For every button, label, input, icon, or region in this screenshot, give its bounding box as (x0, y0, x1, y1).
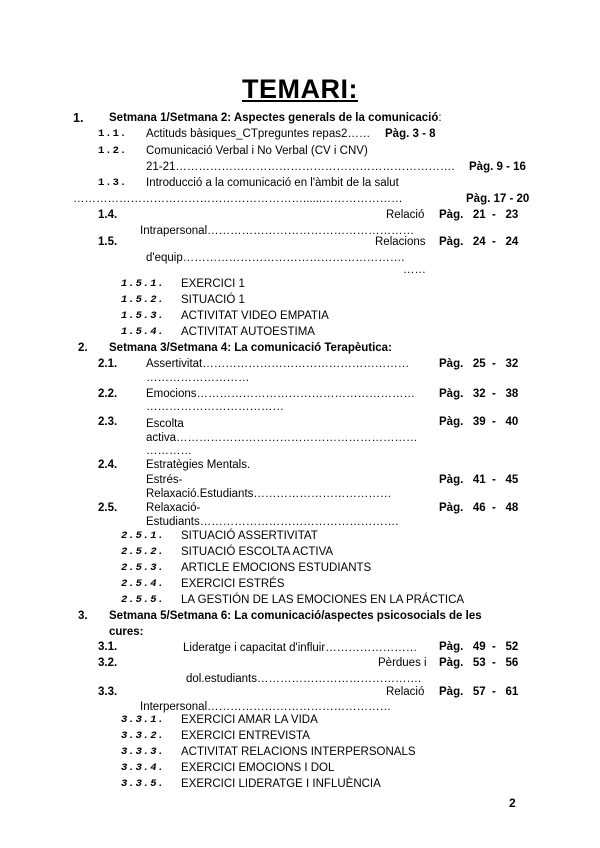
item-2-1-text: Assertivitat……………………………………………… (146, 358, 410, 370)
item-1-2-number: 1.2. (98, 145, 128, 157)
section-3-title: Setmana 5/Setmana 6: La comunicació/aspectes psicosocials de les (109, 610, 482, 622)
item-1-3-text: Introducció a la comunicació en l'àmbit de la salut (146, 177, 399, 189)
item-2-2-page: Pàg. 32 - 38 (439, 388, 519, 400)
item-2-4-text: Estratègies Mentals. (146, 459, 251, 471)
item-2-5-page: Pàg. 46 - 48 (439, 502, 519, 514)
sub-2-5-4-number: 2.5.4. (121, 578, 165, 590)
sub-3-3-1-number: 3.3.1. (121, 714, 165, 726)
item-1-1-number: 1.1. (98, 128, 128, 140)
item-3-3-cont: Interpersonal………………………………………… (140, 701, 392, 713)
sub-2-5-3-number: 2.5.3. (121, 562, 165, 574)
item-2-2-text: Emocions………………………………………………… (146, 388, 415, 400)
item-2-1-cont: ……………………… (146, 372, 250, 384)
sub-1-5-4-number: 1.5.4. (121, 326, 165, 338)
item-2-3-cont: activa……………………………………………………… (146, 432, 418, 444)
item-1-5-page: Pàg. 24 - 24 (439, 236, 519, 248)
item-2-1-number: 2.1. (98, 358, 118, 370)
sub-1-5-3-text: ACTIVITAT VIDEO EMPATIA (181, 310, 329, 322)
sub-2-5-4-text: EXERCICI ESTRÉS (181, 578, 285, 590)
sub-3-3-2-text: EXERCICI ENTREVISTA (181, 730, 310, 742)
item-1-4-text: Relació (386, 209, 425, 221)
item-3-1-text: Lideratge i capacitat d'influir…………………… (183, 642, 418, 654)
item-2-3-text: Escolta (146, 418, 184, 430)
item-3-2-text: Pèrdues i (378, 657, 427, 669)
sub-3-3-5-number: 3.3.5. (121, 778, 165, 790)
item-1-5-number: 1.5. (98, 236, 118, 248)
sub-3-3-3-text: ACTIVITAT RELACIONS INTERPERSONALS (181, 746, 416, 758)
item-3-2-page: Pàg. 53 - 56 (439, 657, 519, 669)
item-1-5-cont: d'equip…………………………………………………. (146, 252, 405, 264)
item-3-2-number: 3.2. (98, 657, 118, 669)
page-number: 2 (509, 796, 516, 810)
item-2-2-number: 2.2. (98, 388, 118, 400)
item-3-2-cont: dol.estudiants……………………………………. (186, 673, 422, 685)
sub-1-5-2-number: 1.5.2. (121, 294, 165, 306)
item-3-3-number: 3.3. (98, 686, 118, 698)
sub-1-5-3-number: 1.5.3. (121, 310, 165, 322)
item-2-2-cont: ……………………………… (146, 401, 284, 413)
sub-2-5-5-text: LA GESTIÓN DE LAS EMOCIONES EN LA PRÁCTICA (181, 594, 465, 606)
sub-2-5-2-text: SITUACIÓ ESCOLTA ACTIVA (181, 546, 334, 558)
item-2-3-cont2: ………… (146, 445, 192, 457)
section-1-title: Setmana 1/Setmana 2: Aspectes generals de la comunicació: (109, 112, 442, 124)
sub-1-5-1-text: EXERCICI 1 (181, 278, 245, 290)
item-3-3-page: Pàg. 57 - 61 (439, 686, 519, 698)
section-2-number: 2. (78, 342, 88, 354)
section-2-title: Setmana 3/Setmana 4: La comunicació Terapèutica: (109, 342, 392, 354)
sub-2-5-1-number: 2.5.1. (121, 530, 165, 542)
page-title: TEMARI: (242, 74, 358, 104)
item-1-1-page: Pàg. 3 - 8 (385, 128, 436, 140)
item-1-2-text: Comunicació Verbal i No Verbal (CV i CNV) (146, 145, 368, 157)
item-1-1-text: Actituds bàsiques_CTpreguntes repas2…… (146, 128, 371, 140)
sub-2-5-3-text: ARTICLE EMOCIONS ESTUDIANTS (181, 562, 372, 574)
item-2-4-page: Pàg. 41 - 45 (439, 474, 519, 486)
item-3-3-text: Relació (386, 686, 425, 698)
item-2-5-cont: Estudiants……………………………………………. (146, 516, 399, 528)
item-2-4-number: 2.4. (98, 459, 118, 471)
sub-1-5-4-text: ACTIVITAT AUTOESTIMA (181, 326, 315, 338)
item-2-3-page: Pàg. 39 - 40 (439, 416, 519, 428)
sub-3-3-2-number: 3.3.2. (121, 730, 165, 742)
item-1-4-page: Pàg. 21 - 23 (439, 209, 519, 221)
sub-3-3-4-text: EXERCICI EMOCIONS I DOL (181, 762, 335, 774)
sub-2-5-1-text: SITUACIÓ ASSERTIVITAT (181, 530, 318, 542)
sub-3-3-5-text: EXERCICI LIDERATGE I INFLUÈNCIA (181, 778, 381, 790)
sub-2-5-5-number: 2.5.5. (121, 594, 165, 606)
item-1-3-page: Pàg. 17 - 20 (466, 193, 530, 205)
sub-3-3-3-number: 3.3.3. (121, 746, 165, 758)
item-3-1-number: 3.1. (98, 641, 118, 653)
item-1-4-cont: Intrapersonal……………………………………………… (140, 225, 415, 237)
item-2-4-cont2: Relaxació.Estudiants……………………………… (146, 488, 392, 500)
item-1-5-text: Relacions (375, 236, 426, 248)
sub-1-5-1-number: 1.5.1. (121, 278, 165, 290)
sub-1-5-2-text: SITUACIÓ 1 (181, 294, 245, 306)
sub-3-3-4-number: 3.3.4. (121, 762, 165, 774)
item-3-1-page: Pàg. 49 - 52 (439, 641, 519, 653)
sub-3-3-1-text: EXERCICI AMAR LA VIDA (181, 714, 318, 726)
item-1-5-cont2: …… (403, 264, 426, 276)
item-1-2-page: Pàg. 9 - 16 (469, 161, 526, 173)
sub-2-5-2-number: 2.5.2. (121, 546, 165, 558)
item-2-3-number: 2.3. (98, 416, 118, 428)
section-3-title-cont: cures: (109, 626, 144, 638)
item-1-4-number: 1.4. (98, 209, 118, 221)
section-1-number: 1. (73, 111, 84, 125)
item-2-5-text: Relaxació- (146, 502, 201, 514)
section-3-number: 3. (78, 610, 88, 622)
item-2-5-number: 2.5. (98, 502, 118, 514)
item-1-3-number: 1.3. (98, 177, 128, 189)
item-2-1-page: Pàg. 25 - 32 (439, 358, 519, 370)
item-2-4-cont: Estrés- (146, 474, 183, 486)
item-1-3-cont: ……………………………………………………......………………… (73, 193, 403, 205)
item-1-2-cont: 21-21………………………………………………………………. (146, 161, 455, 173)
